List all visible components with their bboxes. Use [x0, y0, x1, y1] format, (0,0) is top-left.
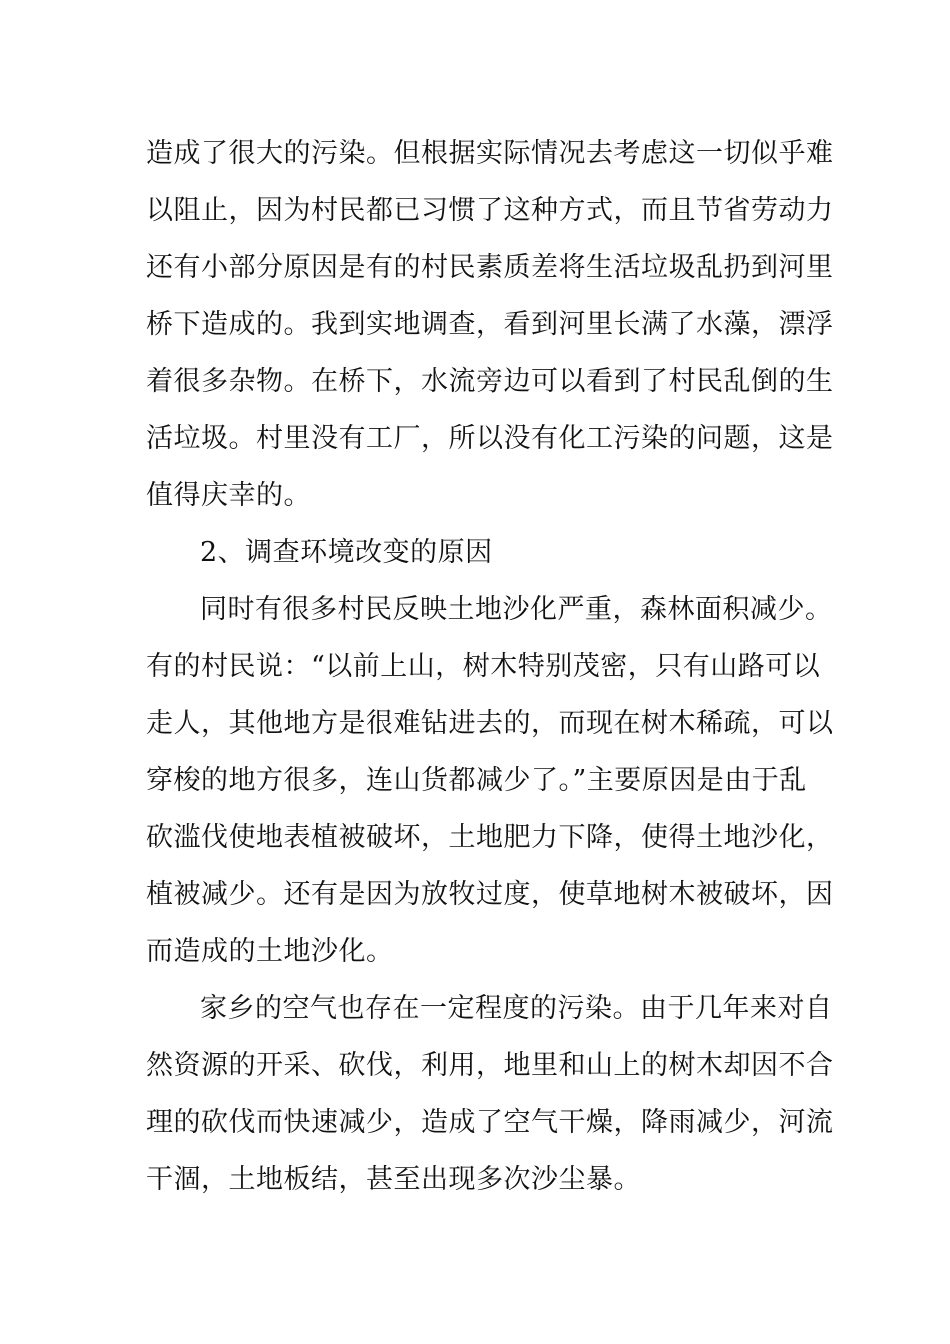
text-line: 理的砍伐而快速减少，造成了空气干燥，降雨减少，河流	[146, 1107, 834, 1138]
text-line: 造成了很大的污染。但根据实际情况去考虑这一切似乎难	[146, 138, 834, 169]
text-line: 穿梭的地方很多，连山货都减少了。”主要原因是由于乱	[146, 765, 807, 796]
text-line: 桥下造成的。我到实地调查，看到河里长满了水藻，漂浮	[146, 309, 834, 340]
text-line: 走人，其他地方是很难钻进去的，而现在树木稀疏，可以	[146, 708, 834, 739]
paragraph-pollution-continued	[146, 125, 834, 524]
paragraph-land-desertification	[146, 581, 834, 980]
text-line: 干涸，土地板结，甚至出现多次沙尘暴。	[146, 1164, 641, 1195]
text-line: 植被减少。还有是因为放牧过度，使草地树木被破坏，因	[146, 879, 834, 910]
text-line: 有的村民说：“以前上山，树木特别茂密，只有山路可以	[146, 651, 821, 682]
text-line: 同时有很多村民反映土地沙化严重，森林面积减少。	[200, 594, 833, 625]
text-line: 家乡的空气也存在一定程度的污染。由于几年来对自	[200, 993, 833, 1024]
text-line: 着很多杂物。在桥下，水流旁边可以看到了村民乱倒的生	[146, 366, 834, 397]
text-line: 活垃圾。村里没有工厂，所以没有化工污染的问题，这是	[146, 423, 834, 454]
document-body	[146, 125, 834, 1208]
paragraph-air-pollution	[146, 980, 834, 1208]
text-line: 值得庆幸的。	[146, 480, 311, 511]
text-line: 砍滥伐使地表植被破坏，土地肥力下降，使得土地沙化，	[146, 822, 834, 853]
heading-line: 2、调查环境改变的原因	[200, 537, 493, 568]
text-line: 以阻止，因为村民都已习惯了这种方式，而且节省劳动力	[146, 195, 834, 226]
text-line: 而造成的土地沙化。	[146, 936, 394, 967]
section-heading	[146, 524, 811, 581]
text-line: 还有小部分原因是有的村民素质差将生活垃圾乱扔到河里	[146, 252, 834, 283]
text-line: 然资源的开采、砍伐，利用，地里和山上的树木却因不合	[146, 1050, 834, 1081]
